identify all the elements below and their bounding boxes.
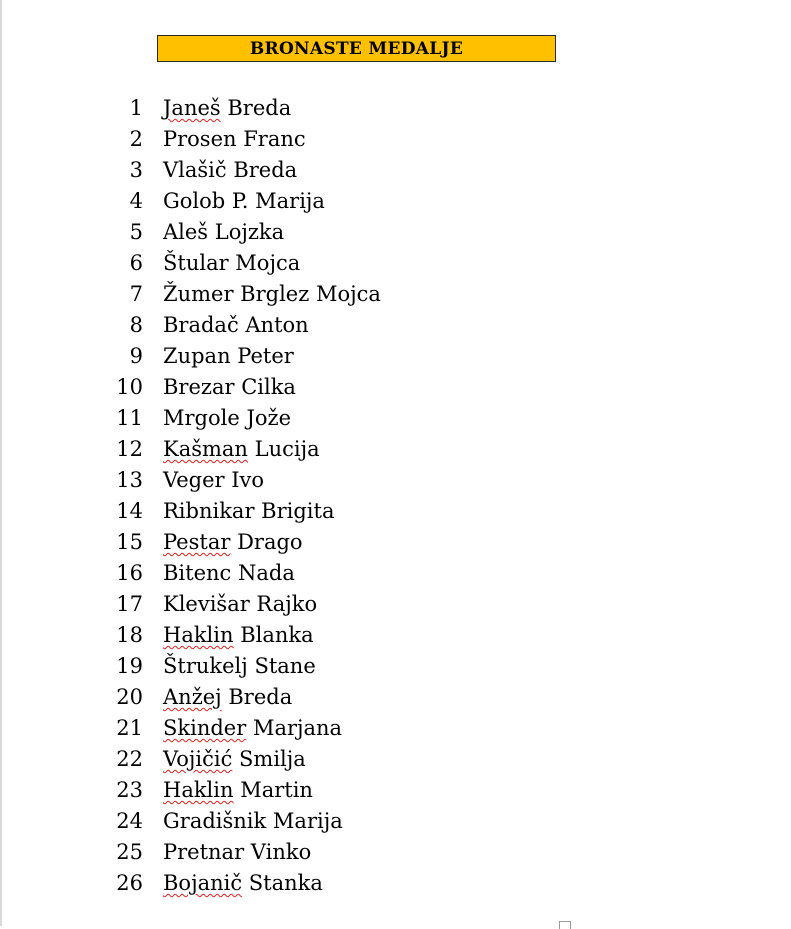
surname-text: Štular <box>163 251 229 275</box>
surname-text: Štrukelj <box>163 654 248 678</box>
given-name-text: Ivo <box>224 468 265 492</box>
surname-text: Kašman <box>163 437 248 461</box>
surname-text: Mrgole <box>163 406 240 430</box>
given-name-text: Franc <box>236 127 306 151</box>
list-item-name <box>163 620 314 651</box>
given-name-text: Stanka <box>242 871 323 895</box>
given-name-text: Breda <box>226 158 298 182</box>
list-item-name <box>163 744 306 775</box>
surname-text: Prosen <box>163 127 237 151</box>
list-item-name <box>163 465 264 496</box>
given-name-text: Cilka <box>234 375 296 399</box>
list-item-number: 3 <box>129 158 143 182</box>
list-item-number: 16 <box>116 561 143 585</box>
given-name-text: Brigita <box>254 499 335 523</box>
list-item-number: 5 <box>129 220 143 244</box>
surname-text: Bradač <box>163 313 239 337</box>
list-item-number: 24 <box>116 809 143 833</box>
list-item-name <box>163 248 300 279</box>
list-item-name <box>163 372 296 403</box>
surname-text: Skinder <box>163 716 247 740</box>
surname-text: Zupan <box>163 344 231 368</box>
given-name-text: Lucija <box>247 437 320 461</box>
list-item-number: 23 <box>116 778 143 802</box>
surname-text: Veger <box>163 468 225 492</box>
surname-text: Janeš <box>163 96 221 120</box>
given-name-text: Peter <box>230 344 294 368</box>
list-item-number: 9 <box>129 344 143 368</box>
list-item-name <box>163 527 303 558</box>
given-name-text: Marjana <box>246 716 343 740</box>
list-item-number: 18 <box>116 623 143 647</box>
surname-text: Vlašič <box>163 158 227 182</box>
list-item-name <box>163 341 294 372</box>
list-item-name <box>163 651 316 682</box>
surname-text: Ribnikar <box>163 499 255 523</box>
list-item-number: 17 <box>116 592 143 616</box>
surname-text: Klevišar <box>163 592 250 616</box>
list-item-number: 25 <box>116 840 143 864</box>
page-title: BRONASTE MEDALJE <box>157 35 556 62</box>
given-name-text: Rajko <box>249 592 318 616</box>
list-item-number: 20 <box>116 685 143 709</box>
given-name-text: Marija <box>266 809 343 833</box>
given-name-text: Lojzka <box>208 220 285 244</box>
list-item-number: 21 <box>116 716 143 740</box>
list-item-number: 6 <box>129 251 143 275</box>
list-item-name <box>163 496 334 527</box>
list-item-number: 1 <box>129 96 143 120</box>
list-item-number: 14 <box>116 499 143 523</box>
list-item-name <box>163 434 320 465</box>
given-name-text: Drago <box>230 530 303 554</box>
list-item-number: 13 <box>116 468 143 492</box>
given-name-text: Breda <box>220 96 292 120</box>
list-item-number: 19 <box>116 654 143 678</box>
surname-text: Haklin <box>163 623 234 647</box>
list-item-number: 26 <box>116 871 143 895</box>
surname-text: Pretnar <box>163 840 245 864</box>
surname-text: Haklin <box>163 778 234 802</box>
given-name-text: Nada <box>231 561 295 585</box>
surname-text: Golob <box>163 189 226 213</box>
list-item-name <box>163 589 317 620</box>
given-name-text: P. Marija <box>225 189 325 213</box>
list-item-name <box>163 124 306 155</box>
surname-text: Vojičić <box>163 747 233 771</box>
surname-text: Anžej <box>163 685 222 709</box>
list-item-name <box>163 155 297 186</box>
surname-text: Žumer <box>163 282 234 306</box>
surname-text: Aleš <box>163 220 209 244</box>
given-name-text: Mojca <box>228 251 301 275</box>
given-name-text: Brglez Mojca <box>233 282 381 306</box>
list-item-name <box>163 217 284 248</box>
given-name-text: Martin <box>233 778 313 802</box>
given-name-text: Vinko <box>244 840 312 864</box>
given-name-text: Anton <box>238 313 309 337</box>
page-left-edge <box>0 0 2 926</box>
list-item-name <box>163 403 291 434</box>
list-item-number: 2 <box>129 127 143 151</box>
surname-text: Gradišnik <box>163 809 267 833</box>
page-corner-mark <box>559 921 571 929</box>
given-name-text: Stane <box>247 654 316 678</box>
list-item-name <box>163 837 311 868</box>
list-item-number: 7 <box>129 282 143 306</box>
list-item-name <box>163 186 325 217</box>
surname-text: Bitenc <box>163 561 232 585</box>
list-item-number: 11 <box>116 406 143 430</box>
given-name-text: Breda <box>221 685 293 709</box>
surname-text: Pestar <box>163 530 231 554</box>
given-name-text: Jože <box>239 406 292 430</box>
list-item-name <box>163 93 291 124</box>
list-item-number: 4 <box>129 189 143 213</box>
list-item-name <box>163 775 313 806</box>
list-item-number: 15 <box>116 530 143 554</box>
surname-text: Brezar <box>163 375 235 399</box>
list-item-name <box>163 868 323 899</box>
list-item-name <box>163 279 381 310</box>
list-item-name <box>163 558 295 589</box>
list-item-number: 12 <box>116 437 143 461</box>
list-item-name <box>163 682 292 713</box>
given-name-text: Blanka <box>233 623 314 647</box>
surname-text: Bojanič <box>163 871 243 895</box>
list-item-name <box>163 713 342 744</box>
list-item-number: 22 <box>116 747 143 771</box>
given-name-text: Smilja <box>232 747 306 771</box>
list-item-name <box>163 310 309 341</box>
list-item-number: 10 <box>116 375 143 399</box>
list-item-name <box>163 806 343 837</box>
list-item-number: 8 <box>129 313 143 337</box>
